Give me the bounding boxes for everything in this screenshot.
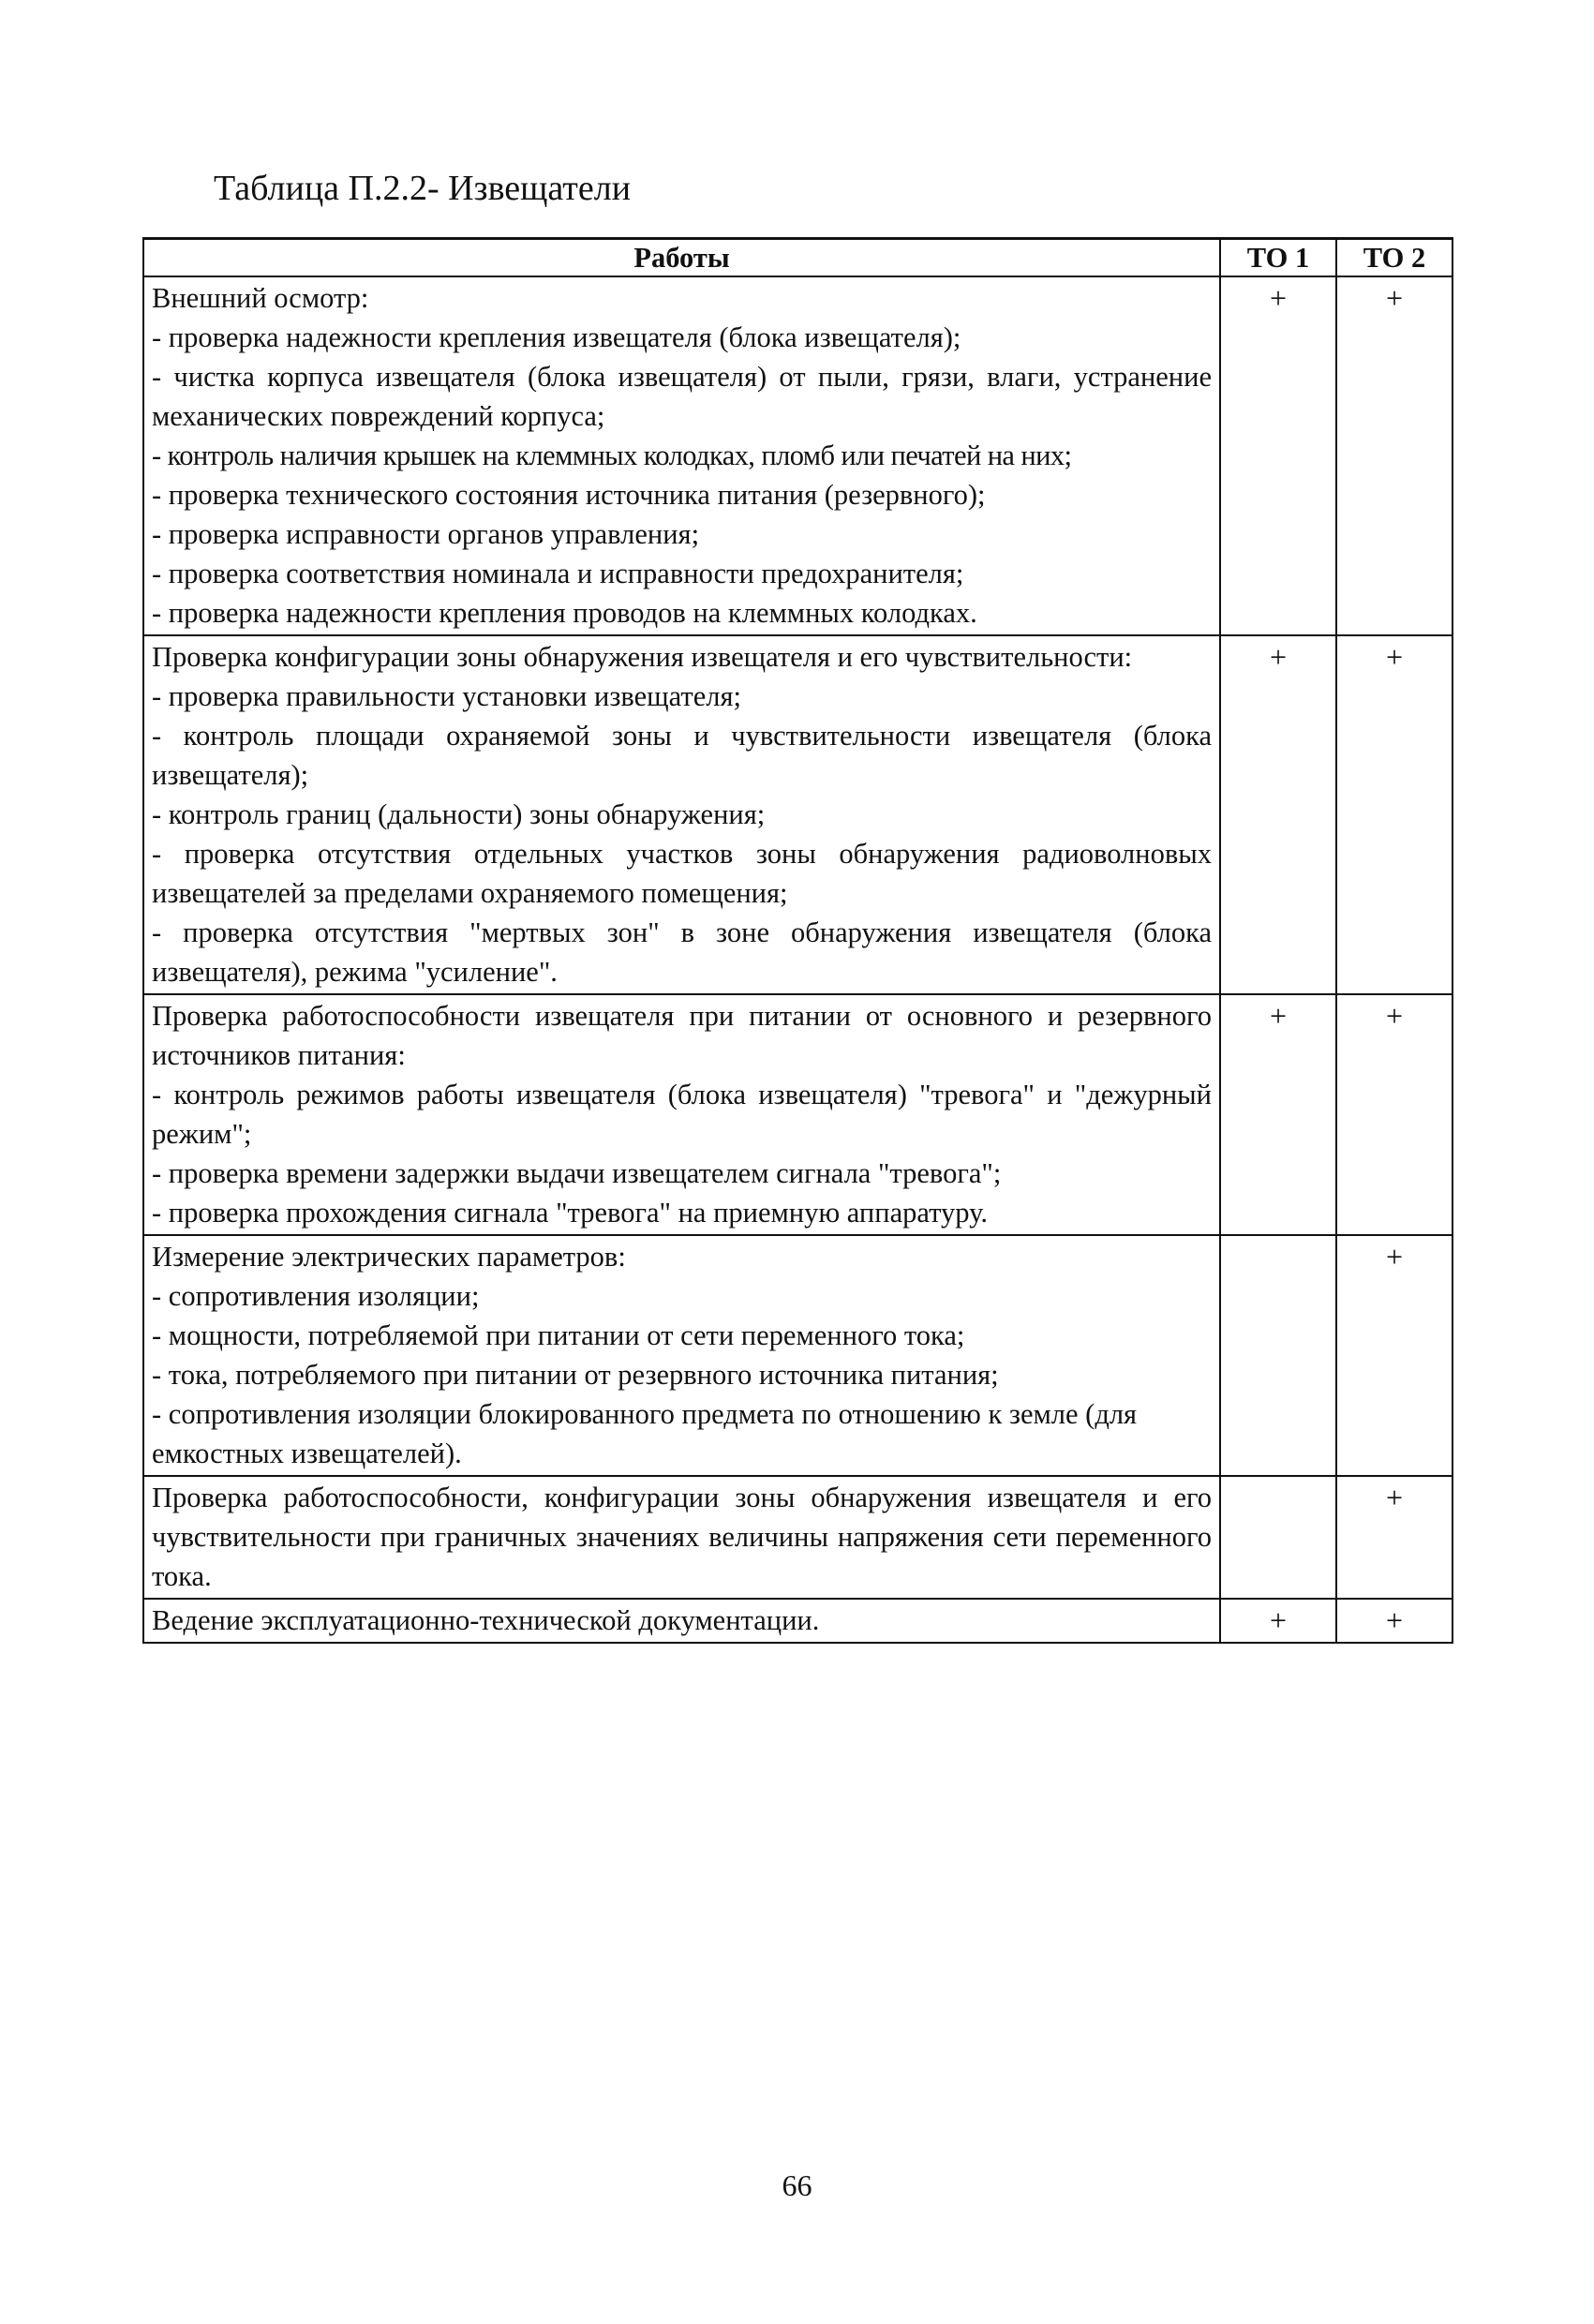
- work-line: Проверка конфигурации зоны обнаружения извещателя и его чувствительности:: [152, 641, 1133, 673]
- work-line: Ведение эксплуатационно-технической документации.: [152, 1604, 820, 1636]
- work-line: Измерение электрических параметров:: [152, 1241, 626, 1273]
- page-number: 66: [782, 2168, 812, 2202]
- to2-mark: +: [1336, 1599, 1452, 1643]
- work-line: - проверка отсутствия "мертвых зон" в зоне обнаружения извещателя (блока извещателя), режима "усиление".: [152, 916, 1212, 988]
- work-line: - проверка исправности органов управления;: [152, 518, 700, 550]
- work-line: - контроль режимов работы извещателя (блока извещателя) "тревога" и "дежурный режим";: [152, 1079, 1212, 1150]
- work-line: - сопротивления изоляции блокированного предмета по отношению к земле (для емкостных извещателей).: [152, 1398, 1138, 1469]
- works-cell: [143, 1235, 1220, 1476]
- header-to1: ТО 1: [1220, 239, 1336, 277]
- work-line: - проверка отсутствия отдельных участков зоны обнаружения радиоволновых извещателей за пределами охраняемого помещения;: [152, 838, 1212, 909]
- work-line: Внешний осмотр:: [152, 282, 369, 314]
- work-line: Проверка работоспособности извещателя при питании от основного и резервного источников питания:: [152, 1000, 1212, 1071]
- works-cell: [143, 635, 1220, 994]
- works-cell: [143, 276, 1220, 635]
- header-to2: ТО 2: [1336, 239, 1452, 277]
- work-line: - чистка корпуса извещателя (блока извещателя) от пыли, грязи, влаги, устранение механических повреждений корпуса;: [152, 361, 1212, 432]
- to1-mark: +: [1220, 276, 1336, 635]
- to1-mark: +: [1220, 1599, 1336, 1643]
- work-line: - проверка технического состояния источника питания (резервного);: [152, 479, 986, 511]
- work-line: - проверка надежности крепления проводов на клеммных колодках.: [152, 597, 977, 629]
- work-line: - контроль наличия крышек на клеммных колодках, пломб или печатей на них;: [152, 439, 1072, 471]
- table-row: [143, 1599, 1452, 1643]
- work-line: - контроль границ (дальности) зоны обнаружения;: [152, 798, 766, 830]
- to2-mark: +: [1336, 994, 1452, 1235]
- to1-mark: [1220, 1476, 1336, 1599]
- to2-mark: +: [1336, 276, 1452, 635]
- to1-mark: +: [1220, 994, 1336, 1235]
- work-line: - проверка надежности крепления извещателя (блока извещателя);: [152, 321, 961, 353]
- work-line: - сопротивления изоляции;: [152, 1280, 480, 1312]
- table-row: [143, 276, 1452, 635]
- table-row: [143, 994, 1452, 1235]
- to2-mark: +: [1336, 1235, 1452, 1476]
- table-header-row: [143, 239, 1452, 277]
- work-line: - контроль площади охраняемой зоны и чувствительности извещателя (блока извещателя);: [152, 720, 1212, 791]
- work-line: - проверка правильности установки извещателя;: [152, 680, 741, 712]
- table-row: [143, 635, 1452, 994]
- header-works: Работы: [143, 239, 1220, 277]
- table-row: [143, 1476, 1452, 1599]
- to1-mark: +: [1220, 635, 1336, 994]
- work-line: - проверка прохождения сигнала "тревога" на приемную аппаратуру.: [152, 1197, 988, 1229]
- work-line: - проверка времени задержки выдачи извещателем сигнала "тревога";: [152, 1157, 1002, 1189]
- works-cell: [143, 1476, 1220, 1599]
- table-row: [143, 1235, 1452, 1476]
- works-cell: [143, 994, 1220, 1235]
- to2-mark: +: [1336, 1476, 1452, 1599]
- to1-mark: [1220, 1235, 1336, 1476]
- to2-mark: +: [1336, 635, 1452, 994]
- work-line: Проверка работоспособности, конфигурации зоны обнаружения извещателя и его чувствительности при граничных значениях величины напряжения сети переменного тока.: [152, 1482, 1212, 1592]
- works-cell: [143, 1599, 1220, 1643]
- works-table: [142, 237, 1453, 1644]
- work-line: - проверка соответствия номинала и исправности предохранителя;: [152, 558, 964, 589]
- work-line: - мощности, потребляемой при питании от сети переменного тока;: [152, 1319, 965, 1351]
- table-caption: Таблица П.2.2- Извещатели: [214, 169, 632, 208]
- work-line: - тока, потребляемого при питании от резервного источника питания;: [152, 1359, 999, 1391]
